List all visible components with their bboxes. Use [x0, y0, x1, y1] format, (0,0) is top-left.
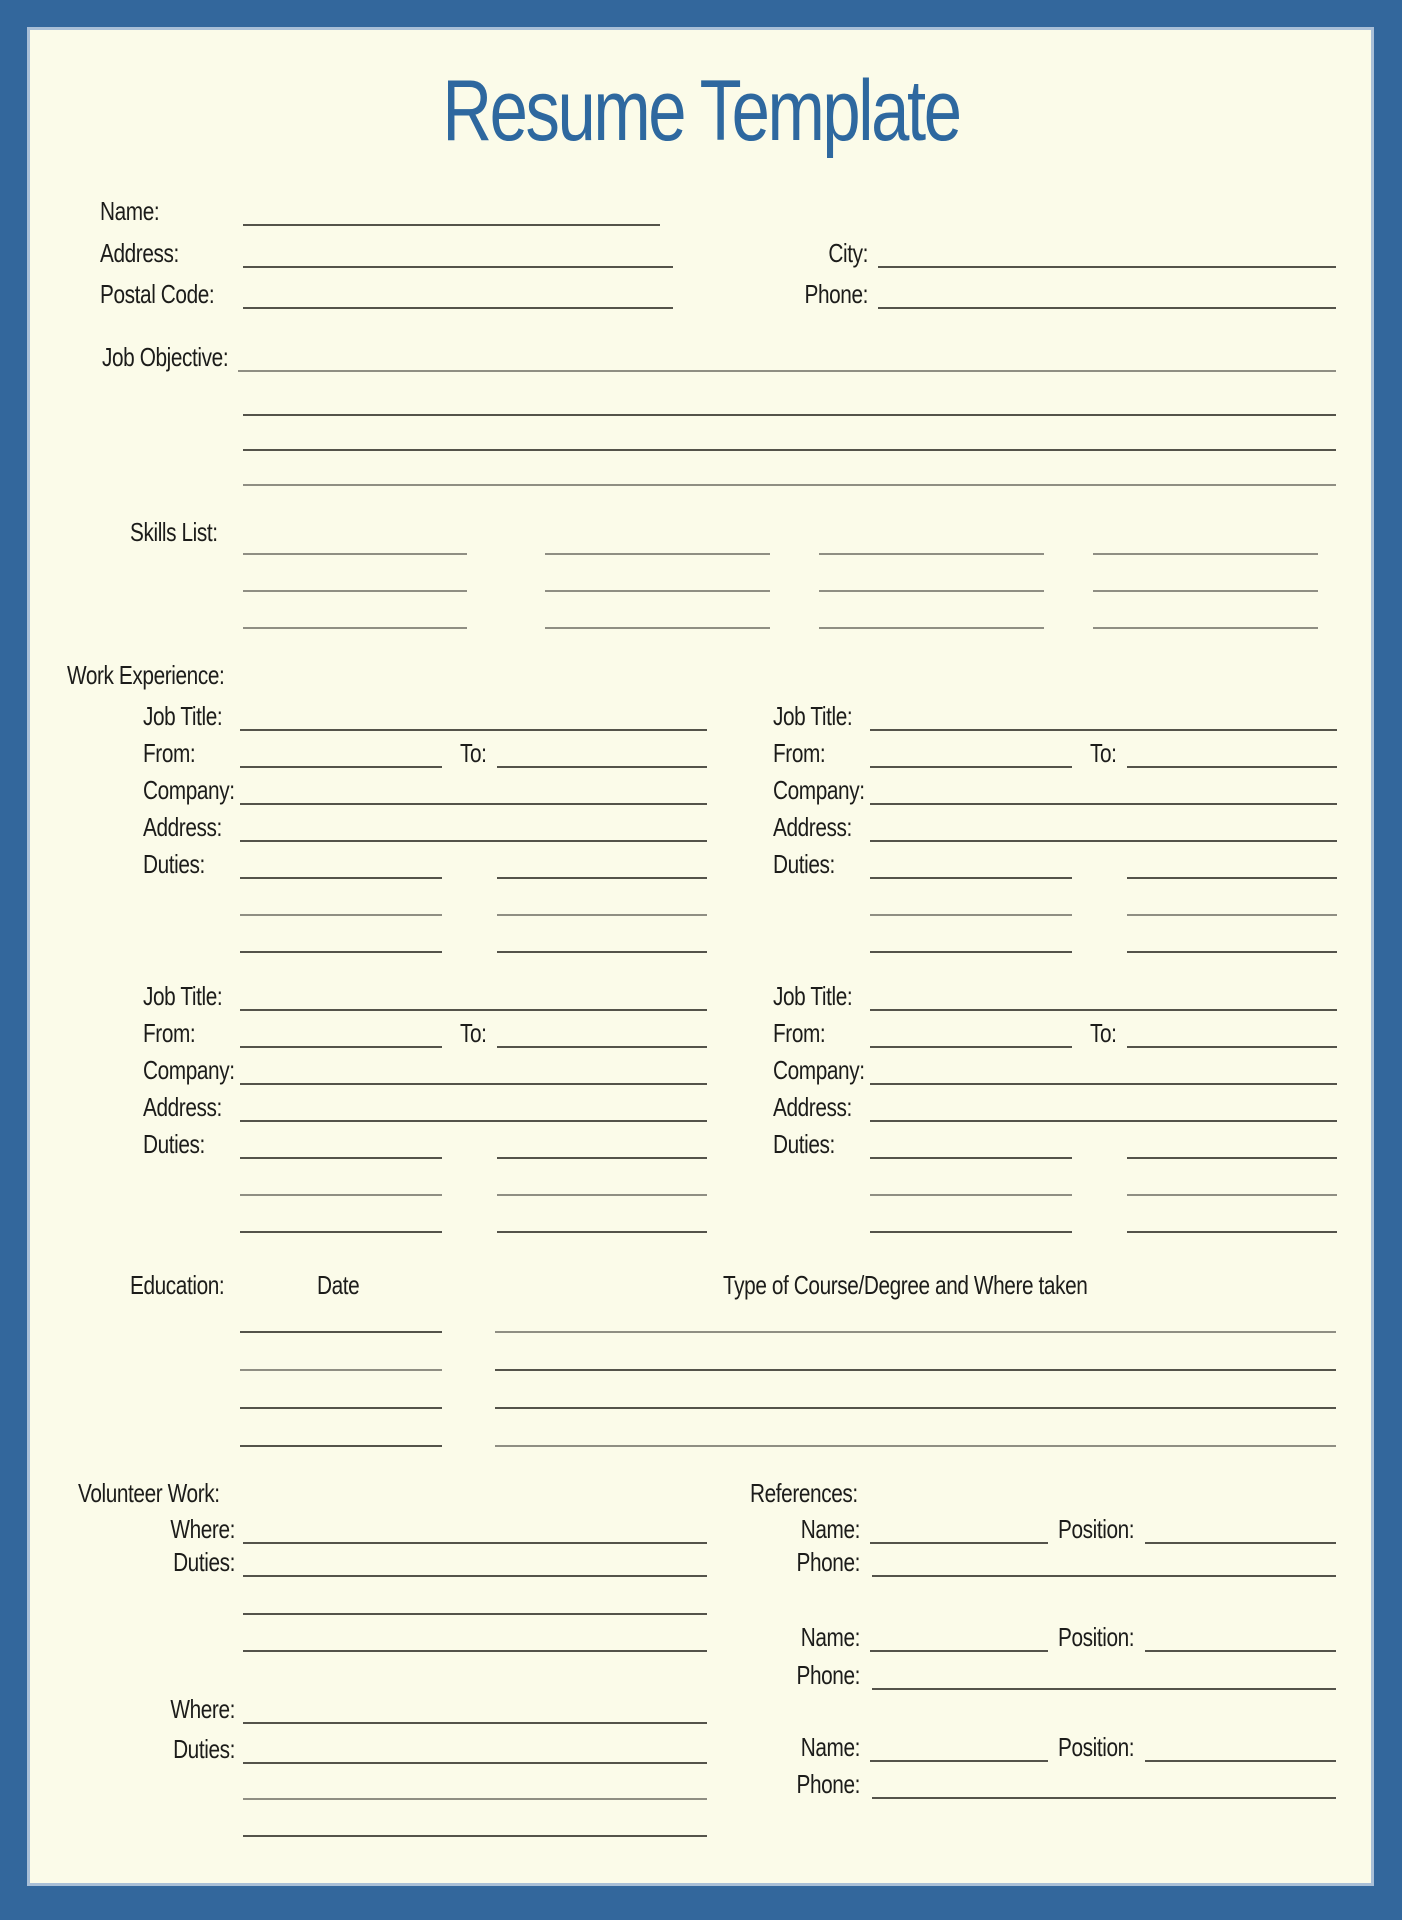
job-objective-label: Job Objective:: [102, 342, 229, 372]
postal-code-label: Postal Code:: [100, 279, 215, 309]
fill-in-line: [1093, 590, 1318, 592]
fill-in-line: [243, 449, 1336, 451]
fill-in-line: [870, 914, 1072, 916]
from-label: From:: [773, 738, 826, 768]
fill-in-line: [872, 1575, 1336, 1577]
where-label: Where:: [170, 1514, 235, 1544]
fill-in-line: [497, 951, 707, 953]
fill-in-line: [870, 1120, 1337, 1122]
fill-in-line: [243, 1542, 707, 1544]
fill-in-line: [243, 627, 467, 629]
skills-list-label: Skills List:: [130, 517, 218, 547]
reference-name-label: Name:: [800, 1514, 860, 1544]
from-label: From:: [143, 738, 196, 768]
fill-in-line: [497, 914, 707, 916]
fill-in-line: [497, 1157, 707, 1159]
fill-in-line: [870, 1157, 1072, 1159]
fill-in-line: [240, 951, 442, 953]
fill-in-line: [1127, 766, 1337, 768]
fill-in-line: [870, 729, 1337, 731]
duties-label: Duties:: [173, 1734, 235, 1764]
education-label: Education:: [130, 1270, 225, 1300]
duties-label: Duties:: [773, 849, 835, 879]
fill-in-line: [497, 1194, 707, 1196]
fill-in-line: [1127, 1157, 1337, 1159]
fill-in-line: [243, 1798, 707, 1800]
fill-in-line: [240, 1231, 442, 1233]
fill-in-line: [243, 1722, 707, 1724]
fill-in-line: [870, 1083, 1337, 1085]
from-label: From:: [773, 1018, 826, 1048]
fill-in-line: [243, 1575, 707, 1577]
name-label: Name:: [100, 196, 160, 226]
fill-in-line: [870, 877, 1072, 879]
date-column-header: Date: [317, 1270, 360, 1300]
job-title-label: Job Title:: [773, 701, 853, 731]
fill-in-line: [497, 766, 707, 768]
reference-name-label: Name:: [800, 1732, 860, 1762]
fill-in-line: [819, 590, 1044, 592]
fill-in-line: [1127, 914, 1337, 916]
fill-in-line: [238, 370, 1336, 372]
fill-in-line: [243, 414, 1336, 416]
fill-in-line: [240, 1407, 442, 1409]
fill-in-line: [243, 1762, 707, 1764]
fill-in-line: [870, 766, 1072, 768]
fill-in-line: [870, 1009, 1337, 1011]
fill-in-line: [240, 1009, 707, 1011]
address-label: Address:: [773, 812, 852, 842]
fill-in-line: [545, 553, 770, 555]
reference-name-label: Name:: [800, 1622, 860, 1652]
reference-phone-label: Phone:: [796, 1547, 860, 1577]
fill-in-line: [870, 1194, 1072, 1196]
fill-in-line: [240, 1046, 442, 1048]
fill-in-line: [1145, 1760, 1336, 1762]
fill-in-line: [243, 266, 673, 268]
from-label: From:: [143, 1018, 196, 1048]
job-block-2: [773, 703, 1343, 978]
fill-in-line: [240, 803, 707, 805]
course-column-header: Type of Course/Degree and Where taken: [723, 1270, 1088, 1300]
fill-in-line: [240, 914, 442, 916]
fill-in-line: [243, 590, 467, 592]
fill-in-line: [240, 766, 442, 768]
company-label: Company:: [143, 775, 235, 805]
to-label: To:: [460, 738, 487, 768]
fill-in-line: [240, 840, 707, 842]
fill-in-line: [819, 553, 1044, 555]
fill-in-line: [495, 1445, 1336, 1447]
company-label: Company:: [773, 1055, 865, 1085]
fill-in-line: [870, 951, 1072, 953]
address-label: Address:: [100, 238, 179, 268]
page-title: Resume Template: [442, 63, 960, 159]
fill-in-line: [243, 1613, 707, 1615]
fill-in-line: [497, 877, 707, 879]
fill-in-line: [1127, 1231, 1337, 1233]
fill-in-line: [545, 627, 770, 629]
reference-position-label: Position:: [1058, 1732, 1135, 1762]
fill-in-line: [1127, 951, 1337, 953]
fill-in-line: [243, 1835, 707, 1837]
fill-in-line: [872, 1688, 1336, 1690]
fill-in-line: [240, 1331, 442, 1333]
fill-in-line: [495, 1407, 1336, 1409]
references-label: References:: [750, 1478, 858, 1508]
fill-in-line: [243, 224, 660, 226]
reference-phone-label: Phone:: [796, 1769, 860, 1799]
phone-label: Phone:: [804, 279, 868, 309]
address-label: Address:: [773, 1092, 852, 1122]
fill-in-line: [1093, 553, 1318, 555]
company-label: Company:: [773, 775, 865, 805]
city-label: City:: [828, 238, 868, 268]
fill-in-line: [240, 1445, 442, 1447]
fill-in-line: [240, 1120, 707, 1122]
fill-in-line: [870, 803, 1337, 805]
volunteer-work-label: Volunteer Work:: [78, 1478, 220, 1508]
fill-in-line: [870, 1542, 1048, 1544]
fill-in-line: [495, 1369, 1336, 1371]
fill-in-line: [243, 484, 1336, 486]
reference-position-label: Position:: [1058, 1622, 1135, 1652]
fill-in-line: [240, 729, 707, 731]
fill-in-line: [870, 1650, 1048, 1652]
fill-in-line: [870, 1046, 1072, 1048]
fill-in-line: [1145, 1542, 1336, 1544]
address-label: Address:: [143, 812, 222, 842]
duties-label: Duties:: [173, 1547, 235, 1577]
work-experience-label: Work Experience:: [67, 660, 225, 690]
job-block-4: [773, 983, 1343, 1258]
fill-in-line: [870, 1231, 1072, 1233]
fill-in-line: [243, 307, 673, 309]
reference-phone-label: Phone:: [796, 1660, 860, 1690]
job-title-label: Job Title:: [143, 701, 223, 731]
where-label: Where:: [170, 1694, 235, 1724]
fill-in-line: [240, 1157, 442, 1159]
fill-in-line: [1127, 1194, 1337, 1196]
job-block-1: [143, 703, 713, 978]
fill-in-line: [545, 590, 770, 592]
fill-in-line: [870, 1760, 1048, 1762]
fill-in-line: [1127, 1046, 1337, 1048]
duties-label: Duties:: [143, 849, 205, 879]
job-title-label: Job Title:: [773, 981, 853, 1011]
address-label: Address:: [143, 1092, 222, 1122]
to-label: To:: [1090, 1018, 1117, 1048]
fill-in-line: [497, 1231, 707, 1233]
fill-in-line: [1093, 627, 1318, 629]
reference-position-label: Position:: [1058, 1514, 1135, 1544]
fill-in-line: [495, 1331, 1336, 1333]
fill-in-line: [819, 627, 1044, 629]
company-label: Company:: [143, 1055, 235, 1085]
fill-in-line: [240, 1369, 442, 1371]
duties-label: Duties:: [773, 1129, 835, 1159]
to-label: To:: [1090, 738, 1117, 768]
fill-in-line: [240, 877, 442, 879]
job-block-3: [143, 983, 713, 1258]
fill-in-line: [240, 1194, 442, 1196]
duties-label: Duties:: [143, 1129, 205, 1159]
fill-in-line: [243, 553, 467, 555]
to-label: To:: [460, 1018, 487, 1048]
fill-in-line: [870, 840, 1337, 842]
fill-in-line: [243, 1650, 707, 1652]
fill-in-line: [497, 1046, 707, 1048]
fill-in-line: [240, 1083, 707, 1085]
fill-in-line: [1145, 1650, 1336, 1652]
fill-in-line: [1127, 877, 1337, 879]
fill-in-line: [878, 266, 1336, 268]
fill-in-line: [878, 307, 1336, 309]
fill-in-line: [872, 1797, 1336, 1799]
job-title-label: Job Title:: [143, 981, 223, 1011]
